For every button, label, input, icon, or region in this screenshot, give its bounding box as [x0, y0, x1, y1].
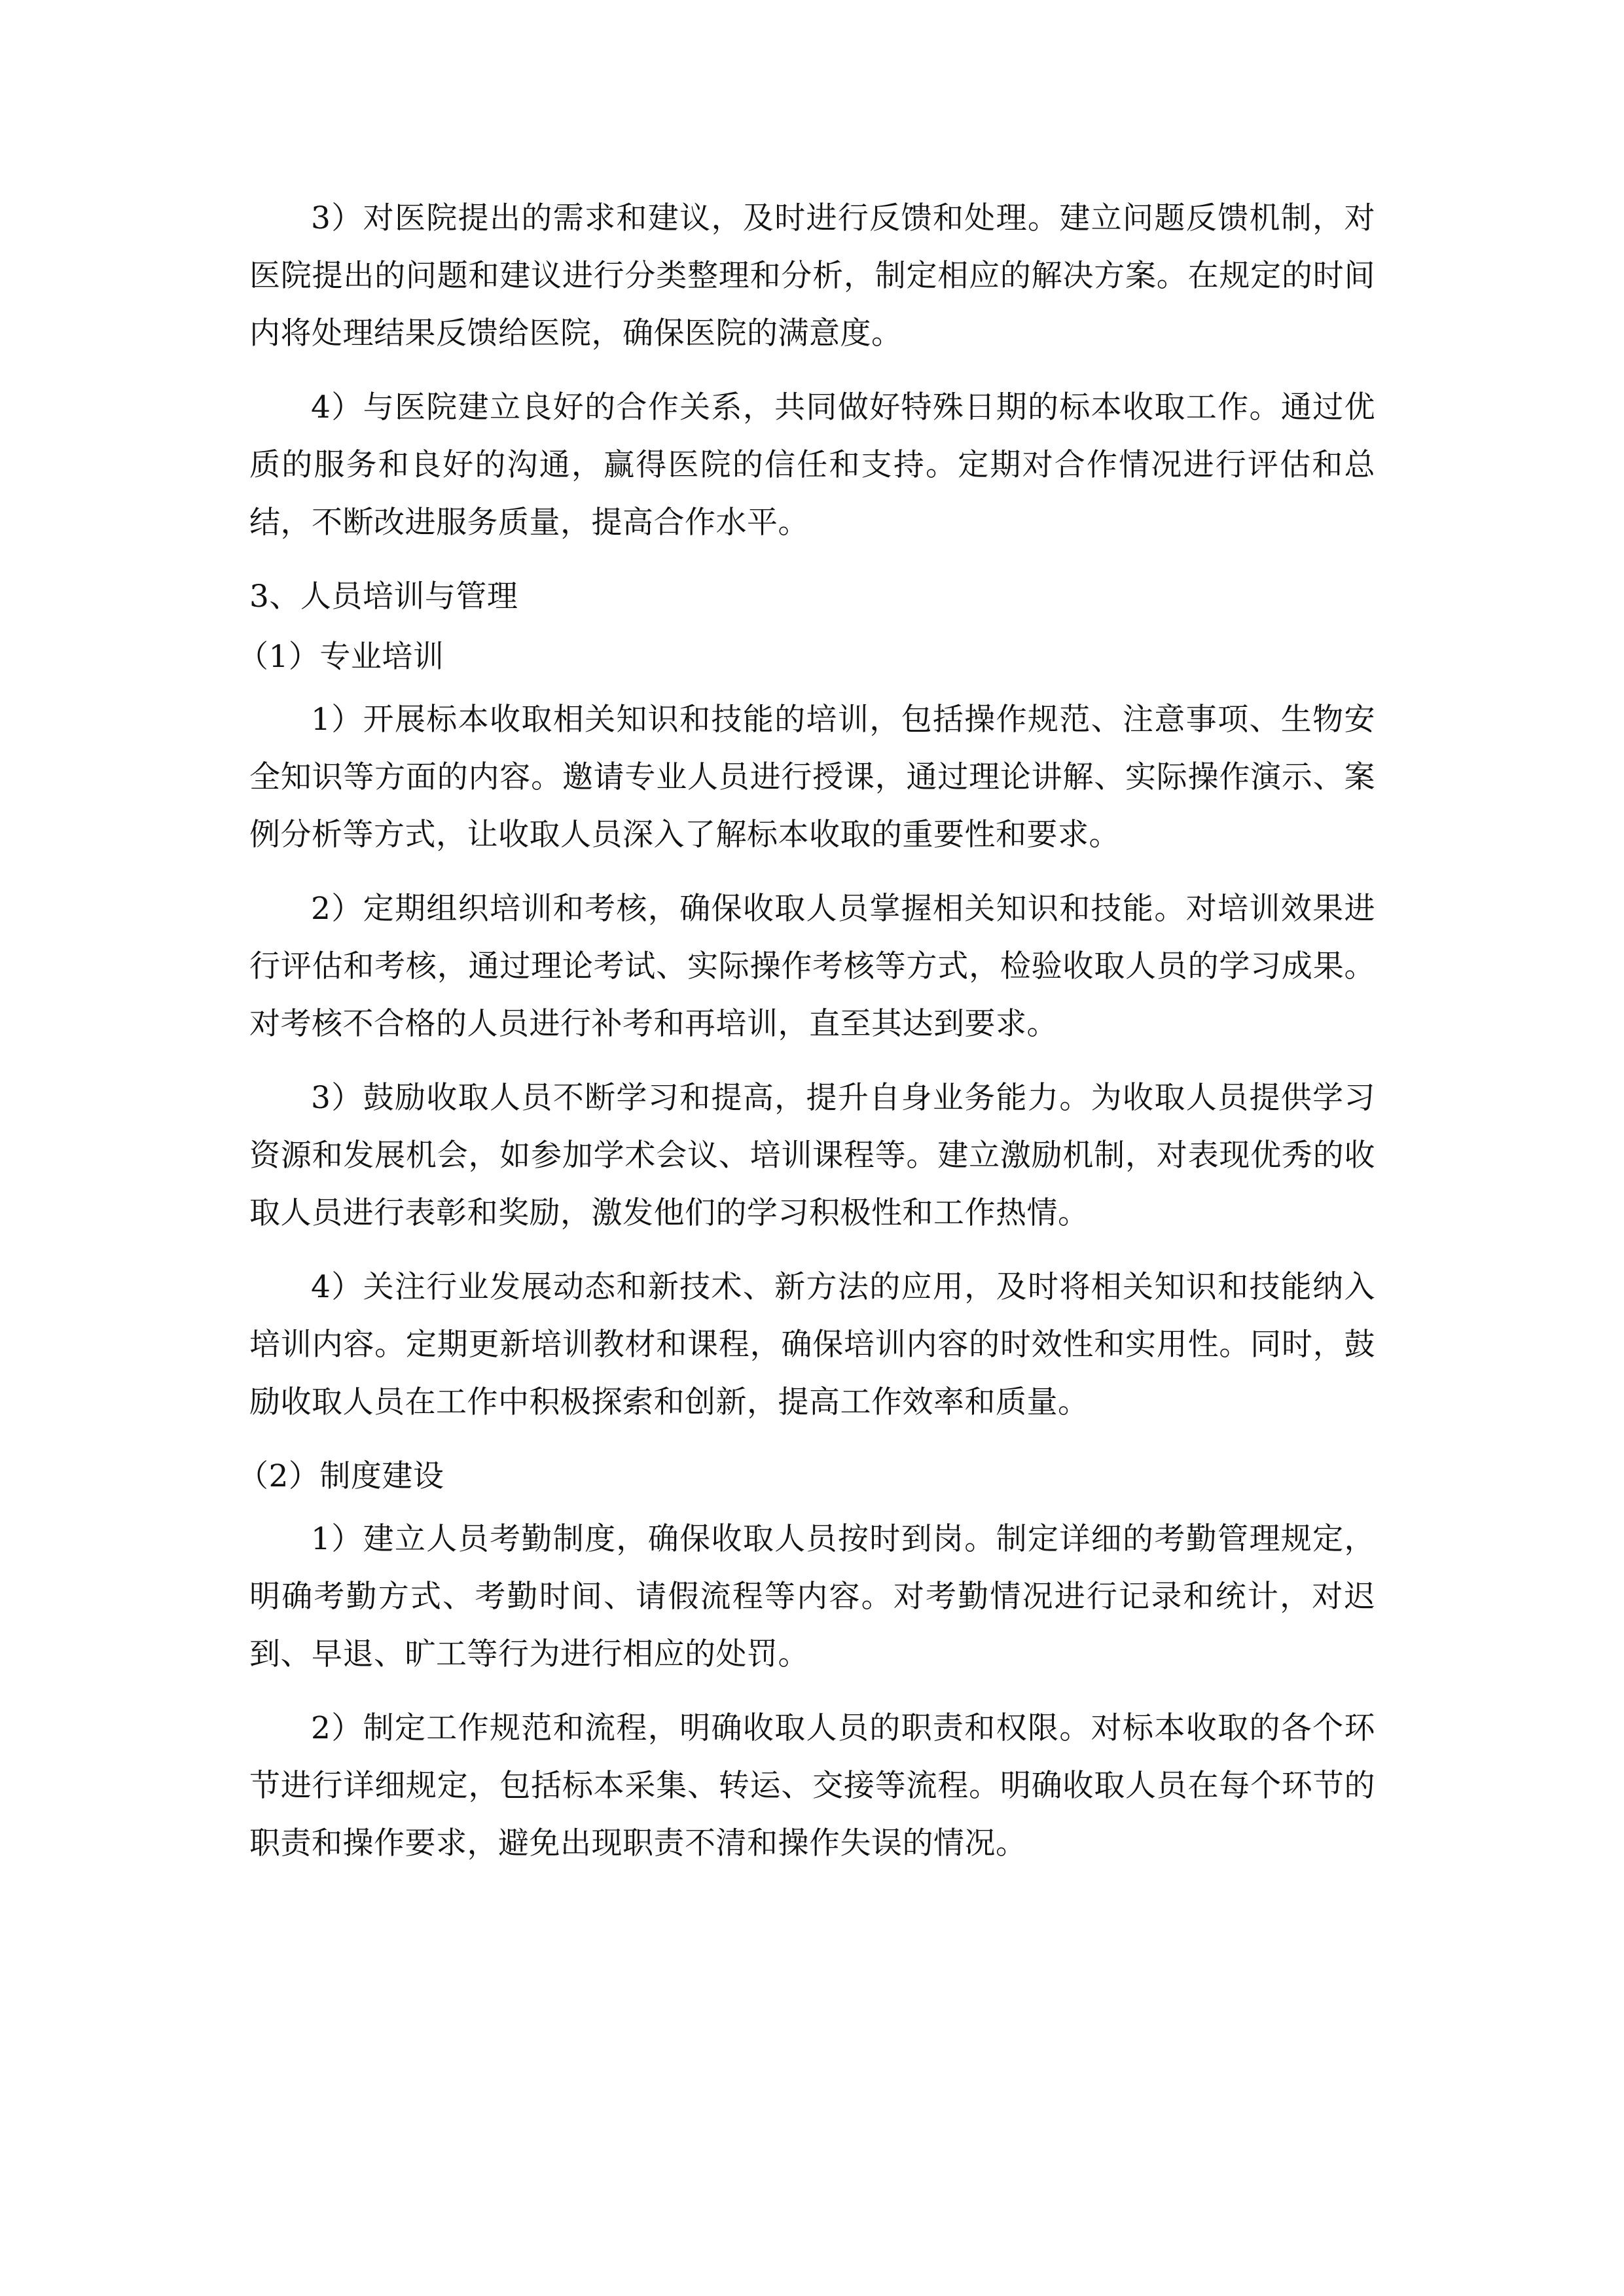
- paragraph-work-procedures: 2）制定工作规范和流程，明确收取人员的职责和权限。对标本收取的各个环节进行详细规定，包括标本采集、转运、交接等流程。明确收取人员在每个环节的职责和操作要求，避免出现职责不清和操作失误的情况。: [249, 1710, 1375, 1861]
- paragraph-attendance-system: 1）建立人员考勤制度，确保收取人员按时到岗。制定详细的考勤管理规定，明确考勤方式、考勤时间、请假流程等内容。对考勤情况进行记录和统计，对迟到、早退、旷工等行为进行相应的处罚。: [249, 1521, 1375, 1672]
- paragraph-feedback: 3）对医院提出的需求和建议，及时进行反馈和处理。建立问题反馈机制，对医院提出的问题和建议进行分类整理和分析，制定相应的解决方案。在规定的时间内将处理结果反馈给医院，确保医院的满意度。: [249, 200, 1375, 351]
- subsection-heading-system-building: （2）制度建设: [238, 1458, 444, 1494]
- paragraph-training-content: 1）开展标本收取相关知识和技能的培训，包括操作规范、注意事项、生物安全知识等方面的内容。邀请专业人员进行授课，通过理论讲解、实际操作演示、案例分析等方式，让收取人员深入了解标本收取的重要性和要求。: [249, 702, 1375, 853]
- subsection-heading-professional-training: （1）专业培训: [238, 639, 444, 675]
- document-page: [238, 190, 1375, 1889]
- paragraph-cooperation: 4）与医院建立良好的合作关系，共同做好特殊日期的标本收取工作。通过优质的服务和良好的沟通，赢得医院的信任和支持。定期对合作情况进行评估和总结，不断改进服务质量，提高合作水平。: [249, 389, 1375, 541]
- paragraph-industry-trends: 4）关注行业发展动态和新技术、新方法的应用，及时将相关知识和技能纳入培训内容。定期更新培训教材和课程，确保培训内容的时效性和实用性。同时，鼓励收取人员在工作中积极探索和创新，提高工作效率和质量。: [249, 1269, 1375, 1420]
- paragraph-continuous-learning: 3）鼓励收取人员不断学习和提高，提升自身业务能力。为收取人员提供学习资源和发展机会，如参加学术会议、培训课程等。建立激励机制，对表现优秀的收取人员进行表彰和奖励，激发他们的学习积极性和工作热情。: [249, 1080, 1375, 1231]
- section-heading-training-management: 3、人员培训与管理: [249, 579, 518, 615]
- paragraph-training-assessment: 2）定期组织培训和考核，确保收取人员掌握相关知识和技能。对培训效果进行评估和考核，通过理论考试、实际操作考核等方式，检验收取人员的学习成果。对考核不合格的人员进行补考和再培训，直至其达到要求。: [249, 891, 1375, 1042]
